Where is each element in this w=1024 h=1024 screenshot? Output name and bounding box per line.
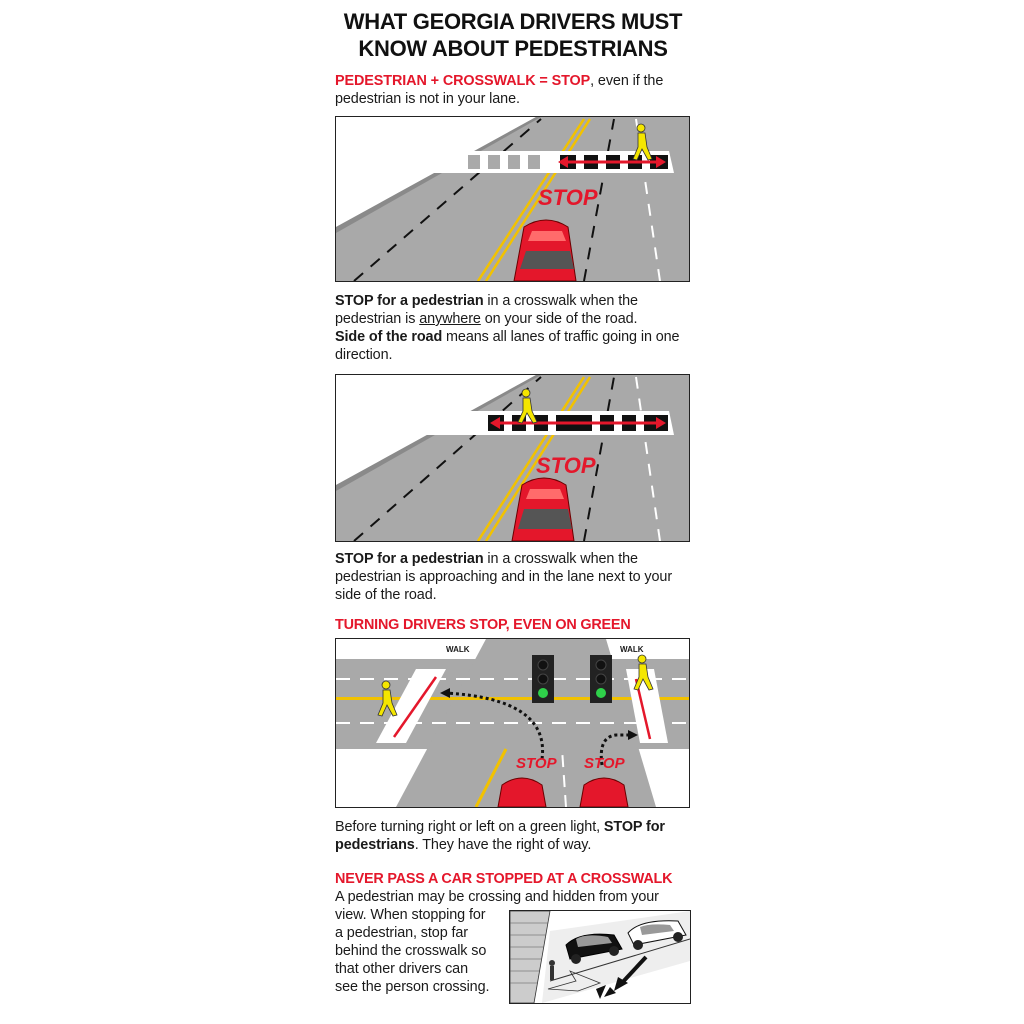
section4-text-b: . They have the right of way. (414, 837, 592, 853)
section5-line1: A pedestrian may be crossing and hidden from your (335, 889, 659, 905)
section3-rest: in a crosswalk when the pedestrian is approaching and in the lane next to your side of the road. (335, 551, 673, 603)
stop-label-right: STOP (584, 755, 625, 772)
passing-car-illustration (509, 910, 691, 1004)
section1-lead (335, 72, 691, 108)
stop-label-2: STOP (536, 453, 596, 478)
section2-text2: means all lanes of traffic going in one direction. (335, 329, 680, 363)
walk-sign-right: WALK (620, 645, 644, 654)
section5-line6: see the person crossing. (335, 979, 490, 995)
stop-label-1: STOP (538, 185, 598, 210)
section5-paragraph (335, 906, 507, 996)
stop-label-left: STOP (516, 755, 557, 772)
crosswalk-illustration-1 (335, 116, 690, 282)
page-title-line1: WHAT GEORGIA DRIVERS MUST (343, 9, 683, 34)
section2-bold2: Side of the road (335, 329, 443, 345)
section1-lead-red: PEDESTRIAN + CROSSWALK = STOP (335, 73, 591, 89)
section4-text-a: Before turning right or left on a green light, (335, 819, 604, 835)
section3-text (335, 550, 691, 604)
section2-bold1: STOP for a pedestrian (335, 293, 484, 309)
section2-paragraph1 (335, 292, 691, 328)
section5-line5: that other drivers can (335, 961, 468, 977)
section3-bold: STOP for a pedestrian (335, 551, 484, 567)
intersection-illustration (335, 638, 690, 808)
page-title-line2: KNOW ABOUT PEDESTRIANS (358, 36, 668, 61)
section5-heading: NEVER PASS A CAR STOPPED AT A CROSSWALK (335, 871, 673, 887)
section2-text (335, 292, 691, 364)
section2-text1a: in a crosswalk when the pedestrian is (335, 293, 638, 327)
section2-underline: anywhere (419, 311, 481, 327)
section5-line3: a pedestrian, stop far (335, 925, 468, 941)
walk-sign-left: WALK (446, 645, 470, 654)
section5-line4: behind the crosswalk so (335, 943, 487, 959)
section4-heading: TURNING DRIVERS STOP, EVEN ON GREEN (335, 617, 631, 633)
section4-text (335, 818, 691, 854)
section5-line2: view. When stopping for (335, 907, 486, 923)
section2-text1b: on your side of the road. (480, 311, 638, 327)
section1-lead-rest: , even if the pedestrian is not in your lane. (335, 73, 664, 107)
crosswalk-illustration-2 (335, 374, 690, 542)
section4-bold: STOP for pedestrians (335, 819, 665, 853)
section2-paragraph2 (335, 328, 691, 364)
page-title (330, 8, 696, 62)
